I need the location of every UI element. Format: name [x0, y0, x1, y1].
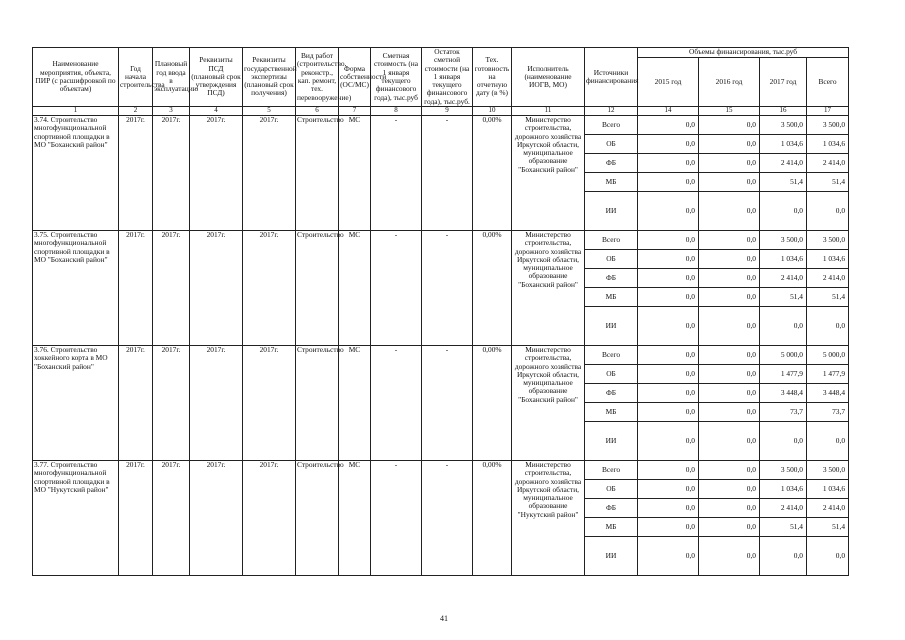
column-number: 11 [512, 106, 585, 115]
financing-table [32, 47, 849, 576]
funding-source: ИИ [585, 421, 638, 460]
amount-2016: 0,0 [699, 134, 760, 153]
readiness-percent: 0,00% [473, 460, 512, 575]
amount-2017: 3 500,0 [760, 115, 807, 134]
amount-2017: 2 414,0 [760, 268, 807, 287]
header-psd: Реквизиты ПСД (плановый срок утверждения ПСД) [190, 48, 243, 107]
page-number: 41 [440, 614, 448, 623]
funding-source: Всего [585, 345, 638, 364]
funding-source: ОБ [585, 249, 638, 268]
amount-2016: 0,0 [699, 345, 760, 364]
amount-total: 51,4 [807, 172, 849, 191]
amount-total: 0,0 [807, 536, 849, 575]
header-2017: 2017 год [760, 58, 807, 107]
executor: Министерство строительства, дорожного хозяйства Иркутской области, муниципальное образование "Боханский район" [512, 345, 585, 460]
amount-2017: 51,4 [760, 287, 807, 306]
amount-2017: 73,7 [760, 402, 807, 421]
amount-2015: 0,0 [638, 287, 699, 306]
header-object: Наименование мероприятия, объекта, ПИР (с расшифровкой по объектам) [33, 48, 119, 107]
expertise-details: 2017г. [243, 115, 296, 230]
column-number: 8 [371, 106, 422, 115]
amount-total: 0,0 [807, 191, 849, 230]
amount-2015: 0,0 [638, 134, 699, 153]
column-number: 17 [807, 106, 849, 115]
amount-2017: 0,0 [760, 421, 807, 460]
column-number: 9 [422, 106, 473, 115]
expertise-details: 2017г. [243, 460, 296, 575]
estimate-cost: - [371, 115, 422, 230]
amount-2017: 3 500,0 [760, 460, 807, 479]
start-year: 2017г. [119, 230, 153, 345]
readiness-percent: 0,00% [473, 230, 512, 345]
amount-2017: 51,4 [760, 172, 807, 191]
start-year: 2017г. [119, 460, 153, 575]
psd-details: 2017г. [190, 230, 243, 345]
object-name: 3.77. Строительство многофункциональной спортивной площадки в МО "Нукутский район" [33, 460, 119, 575]
amount-2016: 0,0 [699, 268, 760, 287]
amount-2017: 1 034,6 [760, 249, 807, 268]
readiness-percent: 0,00% [473, 345, 512, 460]
amount-2016: 0,0 [699, 364, 760, 383]
amount-2016: 0,0 [699, 402, 760, 421]
amount-2015: 0,0 [638, 153, 699, 172]
header-expertise: Реквизиты государственной экспертизы (плановый срок получения) [243, 48, 296, 107]
column-number: 1 [33, 106, 119, 115]
amount-2016: 0,0 [699, 306, 760, 345]
executor: Министерство строительства, дорожного хозяйства Иркутской области, муниципальное образование "Боханский район" [512, 230, 585, 345]
amount-2015: 0,0 [638, 383, 699, 402]
amount-2015: 0,0 [638, 268, 699, 287]
funding-source: ОБ [585, 479, 638, 498]
amount-total: 2 414,0 [807, 153, 849, 172]
amount-2015: 0,0 [638, 460, 699, 479]
end-year: 2017г. [153, 230, 190, 345]
amount-total: 0,0 [807, 421, 849, 460]
start-year: 2017г. [119, 115, 153, 230]
amount-2016: 0,0 [699, 498, 760, 517]
ownership-form: МС [339, 115, 371, 230]
amount-2015: 0,0 [638, 536, 699, 575]
header-2016: 2016 год [699, 58, 760, 107]
column-number: 16 [760, 106, 807, 115]
amount-2015: 0,0 [638, 230, 699, 249]
funding-source: ОБ [585, 134, 638, 153]
header-ownership: Форма собственности (ОС/МС) [339, 48, 371, 107]
object-name: 3.76. Строительство хоккейного корта в МО "Боханский район" [33, 345, 119, 460]
column-number: 10 [473, 106, 512, 115]
funding-source: ИИ [585, 306, 638, 345]
expertise-details: 2017г. [243, 345, 296, 460]
amount-2015: 0,0 [638, 421, 699, 460]
amount-total: 1 034,6 [807, 249, 849, 268]
amount-2017: 1 034,6 [760, 479, 807, 498]
funding-source: ОБ [585, 364, 638, 383]
estimate-cost: - [371, 345, 422, 460]
funding-source: Всего [585, 230, 638, 249]
amount-total: 51,4 [807, 517, 849, 536]
amount-total: 0,0 [807, 306, 849, 345]
amount-2016: 0,0 [699, 479, 760, 498]
remaining-cost: - [422, 230, 473, 345]
amount-2017: 0,0 [760, 306, 807, 345]
amount-2015: 0,0 [638, 306, 699, 345]
amount-2017: 3 448,4 [760, 383, 807, 402]
amount-2015: 0,0 [638, 498, 699, 517]
amount-2017: 1 034,6 [760, 134, 807, 153]
column-number: 12 [585, 106, 638, 115]
amount-total: 73,7 [807, 402, 849, 421]
amount-2016: 0,0 [699, 153, 760, 172]
funding-source: ИИ [585, 191, 638, 230]
amount-2016: 0,0 [699, 172, 760, 191]
table-row [33, 115, 849, 134]
column-number: 3 [153, 106, 190, 115]
ownership-form: МС [339, 460, 371, 575]
amount-total: 3 500,0 [807, 460, 849, 479]
funding-source: ФБ [585, 153, 638, 172]
executor: Министерство строительства, дорожного хозяйства Иркутской области, муниципальное образование "Боханский район" [512, 115, 585, 230]
amount-2017: 1 477,9 [760, 364, 807, 383]
funding-source: ИИ [585, 536, 638, 575]
amount-2016: 0,0 [699, 421, 760, 460]
amount-2017: 2 414,0 [760, 153, 807, 172]
remaining-cost: - [422, 115, 473, 230]
psd-details: 2017г. [190, 115, 243, 230]
amount-2015: 0,0 [638, 479, 699, 498]
amount-2016: 0,0 [699, 230, 760, 249]
funding-source: ФБ [585, 498, 638, 517]
funding-source: МБ [585, 172, 638, 191]
end-year: 2017г. [153, 115, 190, 230]
amount-2015: 0,0 [638, 517, 699, 536]
ownership-form: МС [339, 345, 371, 460]
amount-2015: 0,0 [638, 249, 699, 268]
column-number: 4 [190, 106, 243, 115]
amount-2017: 5 000,0 [760, 345, 807, 364]
object-name: 3.75. Строительство многофункциональной спортивной площадки в МО "Боханский район" [33, 230, 119, 345]
amount-2017: 2 414,0 [760, 498, 807, 517]
amount-2016: 0,0 [699, 191, 760, 230]
end-year: 2017г. [153, 460, 190, 575]
amount-total: 3 500,0 [807, 115, 849, 134]
amount-2016: 0,0 [699, 383, 760, 402]
funding-source: Всего [585, 115, 638, 134]
header-end-year: Плановый год ввода в эксплуатацию [153, 48, 190, 107]
funding-source: ФБ [585, 268, 638, 287]
amount-2016: 0,0 [699, 115, 760, 134]
funding-source: МБ [585, 287, 638, 306]
column-number: 6 [296, 106, 339, 115]
funding-source: ФБ [585, 383, 638, 402]
amount-2015: 0,0 [638, 172, 699, 191]
table-row [33, 345, 849, 364]
amount-2016: 0,0 [699, 287, 760, 306]
header-volumes: Объемы финансирования, тыс.руб [638, 48, 849, 58]
column-number: 14 [638, 106, 699, 115]
amount-2015: 0,0 [638, 115, 699, 134]
header-executor: Исполнитель (наименование ИОГВ, МО) [512, 48, 585, 107]
header-remainder: Остаток сметной стоимости (на 1 января текущего финансового года), тыс.руб. [422, 48, 473, 107]
funding-source: Всего [585, 460, 638, 479]
column-number: 15 [699, 106, 760, 115]
amount-2016: 0,0 [699, 536, 760, 575]
expertise-details: 2017г. [243, 230, 296, 345]
estimate-cost: - [371, 460, 422, 575]
table-row [33, 230, 849, 249]
funding-source: МБ [585, 517, 638, 536]
header-2015: 2015 год [638, 58, 699, 107]
column-number: 2 [119, 106, 153, 115]
amount-total: 2 414,0 [807, 498, 849, 517]
ownership-form: МС [339, 230, 371, 345]
amount-total: 2 414,0 [807, 268, 849, 287]
amount-2015: 0,0 [638, 345, 699, 364]
table-row [33, 460, 849, 479]
end-year: 2017г. [153, 345, 190, 460]
work-type: Строительство [296, 230, 339, 345]
column-number-row [33, 106, 849, 115]
column-number: 5 [243, 106, 296, 115]
start-year: 2017г. [119, 345, 153, 460]
amount-2017: 51,4 [760, 517, 807, 536]
amount-total: 3 500,0 [807, 230, 849, 249]
amount-2016: 0,0 [699, 249, 760, 268]
amount-2017: 0,0 [760, 536, 807, 575]
estimate-cost: - [371, 230, 422, 345]
amount-total: 1 034,6 [807, 134, 849, 153]
amount-total: 51,4 [807, 287, 849, 306]
amount-2017: 3 500,0 [760, 230, 807, 249]
work-type: Строительство [296, 115, 339, 230]
object-name: 3.74. Строительство многофункциональной спортивной площадки в МО "Боханский район" [33, 115, 119, 230]
amount-2016: 0,0 [699, 517, 760, 536]
amount-2017: 0,0 [760, 191, 807, 230]
header-estimate: Сметная стоимость (на 1 января текущего финансового года), тыс.руб [371, 48, 422, 107]
psd-details: 2017г. [190, 460, 243, 575]
funding-source: МБ [585, 402, 638, 421]
amount-total: 1 477,9 [807, 364, 849, 383]
remaining-cost: - [422, 345, 473, 460]
work-type: Строительство [296, 345, 339, 460]
remaining-cost: - [422, 460, 473, 575]
amount-2015: 0,0 [638, 191, 699, 230]
amount-total: 5 000,0 [807, 345, 849, 364]
amount-2015: 0,0 [638, 402, 699, 421]
work-type: Строительство [296, 460, 339, 575]
readiness-percent: 0,00% [473, 115, 512, 230]
amount-2016: 0,0 [699, 460, 760, 479]
column-number: 7 [339, 106, 371, 115]
amount-total: 1 034,6 [807, 479, 849, 498]
header-sources: Источники финансирования [585, 48, 638, 107]
header-start-year: Год начала строительства [119, 48, 153, 107]
amount-total: 3 448,4 [807, 383, 849, 402]
header-readiness: Тех. готовность на отчетную дату (в %) [473, 48, 512, 107]
executor: Министерство строительства, дорожного хозяйства Иркутской области, муниципальное образование "Нукутский район" [512, 460, 585, 575]
psd-details: 2017г. [190, 345, 243, 460]
amount-2015: 0,0 [638, 364, 699, 383]
header-work-type: Вид работ (строительство, реконстр., кап. ремонт, тех. перевооружение) [296, 48, 339, 107]
header-total: Всего [807, 58, 849, 107]
